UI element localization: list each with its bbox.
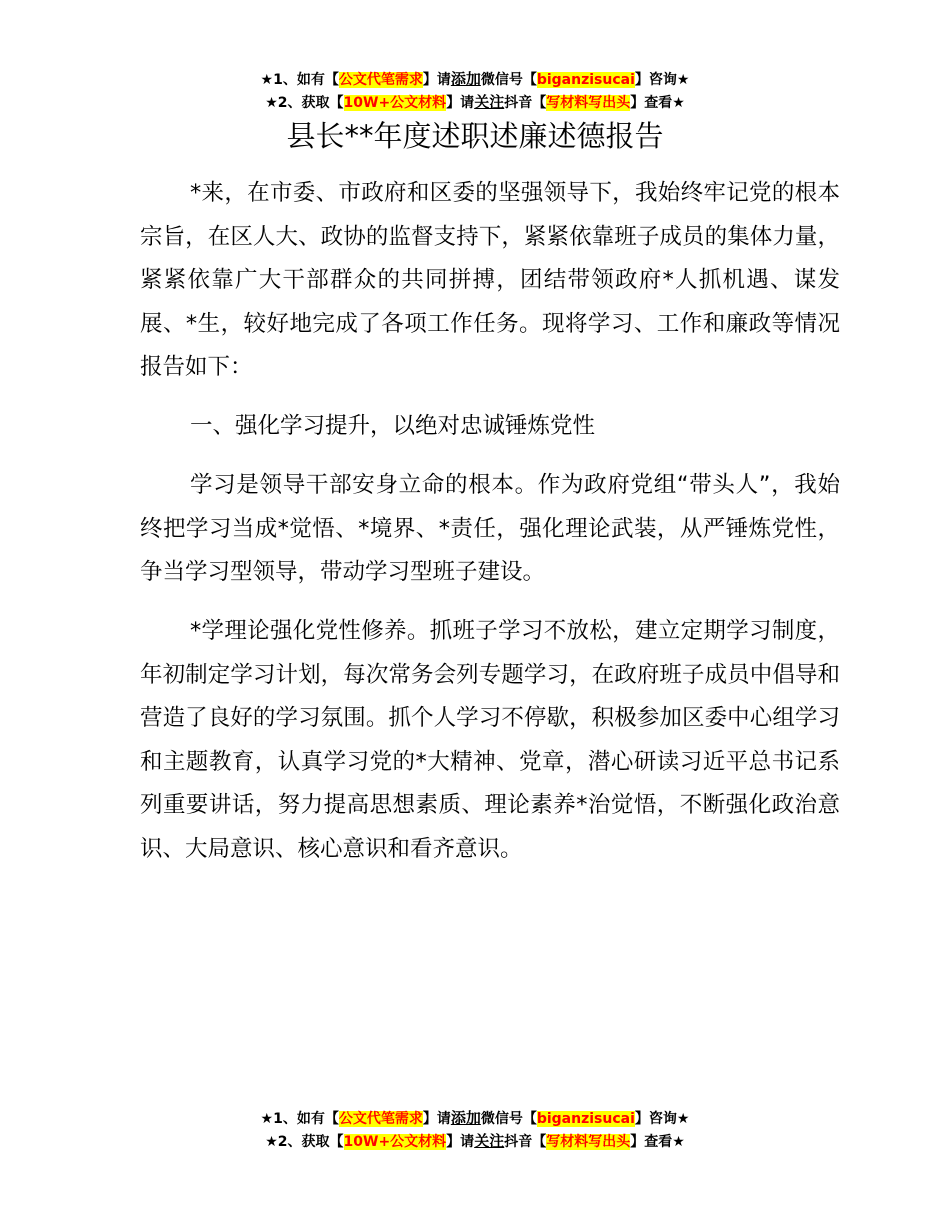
- ad-highlight: 写材料写出头: [546, 1134, 631, 1150]
- ad-underlined: 添加: [450, 70, 481, 88]
- ad-text: 】查看★: [630, 1134, 685, 1150]
- document-title: 县长**年度述职述廉述德报告: [286, 119, 664, 153]
- ad-text: ★1、如有【: [260, 1111, 339, 1127]
- ad-text: 】请: [422, 72, 451, 88]
- ad-text: 抖音【: [504, 95, 547, 111]
- ad-underlined: 添加: [450, 1109, 481, 1127]
- ad-highlight: biganzisucai: [536, 72, 635, 88]
- ad-text: 微信号【: [480, 72, 537, 88]
- header-ad: [0, 68, 950, 114]
- ad-underlined: 关注: [474, 93, 505, 111]
- ad-text: ★1、如有【: [260, 72, 339, 88]
- paragraph-intro: *来，在市委、市政府和区委的坚强领导下，我始终牢记党的根本宗旨，在区人大、政协的监督支持下，紧紧依靠班子成员的集体力量，紧紧依靠广大干部群众的共同拼搏，团结带领政府*人抓机遇、谋发展、*生，较好地完成了各项工作任务。现将学习、工作和廉政等情况报告如下：: [140, 180, 840, 380]
- footer-ad-line-1: [0, 1107, 950, 1130]
- ad-text: 】请: [422, 1111, 451, 1127]
- header-ad-line-1: [0, 68, 950, 91]
- footer-ad: [0, 1107, 950, 1153]
- header-ad-line-2: [0, 91, 950, 114]
- ad-text: 微信号【: [480, 1111, 537, 1127]
- footer-ad-line-2: [0, 1130, 950, 1153]
- ad-text: ★2、获取【: [265, 1134, 344, 1150]
- ad-highlight: 公文代笔需求: [338, 72, 423, 88]
- ad-highlight: biganzisucai: [536, 1111, 635, 1127]
- ad-text: ★2、获取【: [265, 95, 344, 111]
- ad-text: 】查看★: [630, 95, 685, 111]
- ad-highlight: 10W+公文材料: [343, 1134, 447, 1150]
- ad-text: 】咨询★: [634, 72, 690, 88]
- document-body: [140, 172, 840, 887]
- section-heading: 一、强化学习提升，以绝对忠诚锤炼党性: [190, 413, 596, 439]
- paragraph-learning: 学习是领导干部安身立命的根本。作为政府党组“带头人”，我始终把学习当成*觉悟、*境界、*责任，强化理论武装，从严锤炼党性，争当学习型领导，带动学习型班子建设。: [140, 472, 840, 585]
- ad-highlight: 10W+公文材料: [343, 95, 447, 111]
- paragraph-theory: *学理论强化党性修养。抓班子学习不放松，建立定期学习制度，年初制定学习计划，每次常务会列专题学习，在政府班子成员中倡导和营造了良好的学习氛围。抓个人学习不停歇，积极参加区委中心组学习和主题教育，认真学习党的*大精神、党章，潜心研读习近平总书记系列重要讲话，努力提高思想素质、理论素养*治觉悟，不断强化政治意识、大局意识、核心意识和看齐意识。: [140, 618, 840, 862]
- ad-highlight: 写材料写出头: [546, 95, 631, 111]
- ad-text: 】请: [446, 1134, 475, 1150]
- ad-text: 抖音【: [504, 1134, 547, 1150]
- ad-underlined: 关注: [474, 1132, 505, 1150]
- ad-text: 】请: [446, 95, 475, 111]
- ad-highlight: 公文代笔需求: [338, 1111, 423, 1127]
- ad-text: 】咨询★: [634, 1111, 690, 1127]
